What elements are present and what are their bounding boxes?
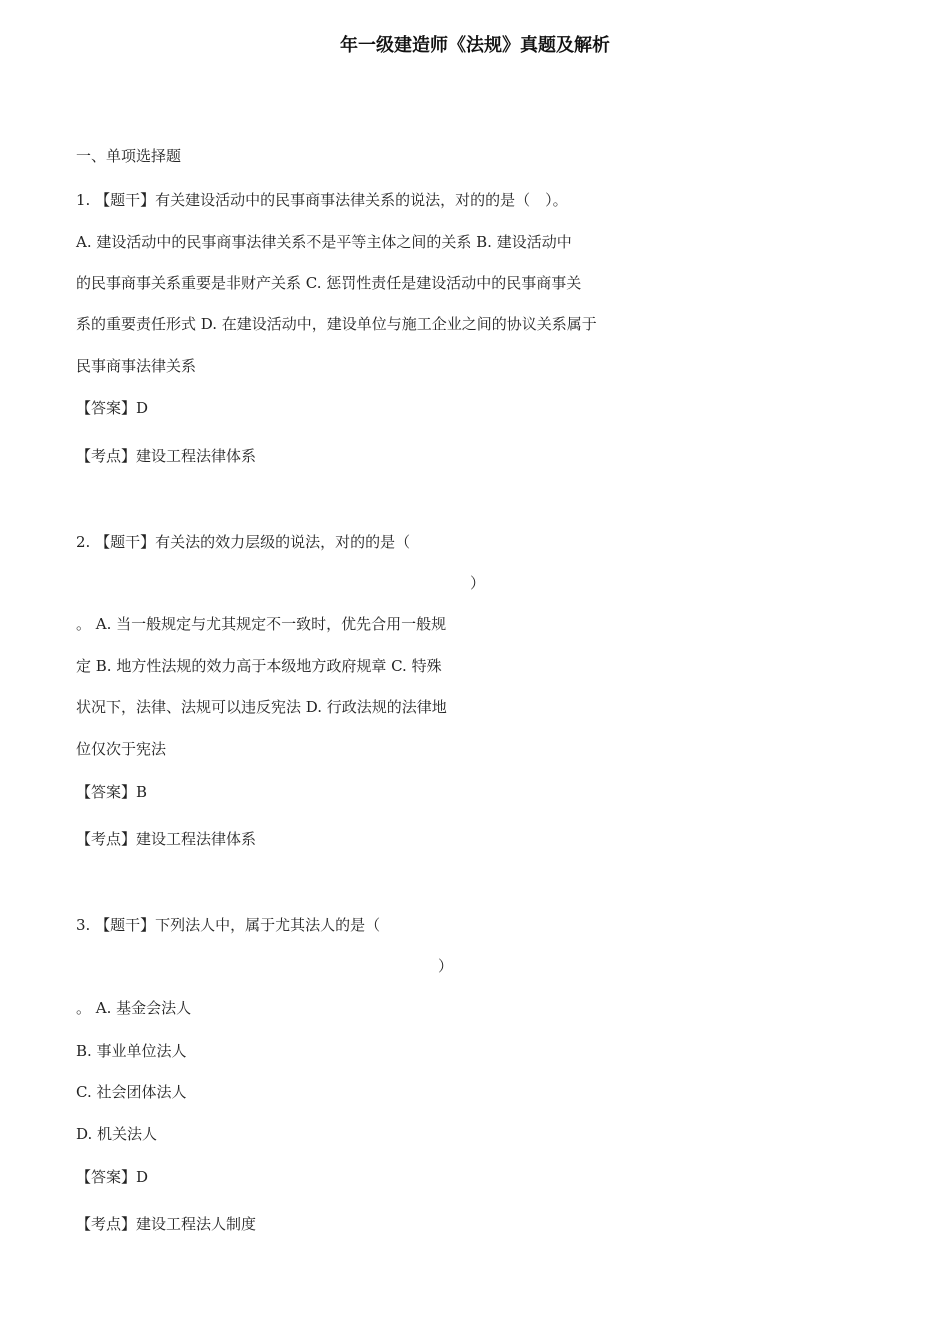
question-bracket-close: ） xyxy=(438,957,454,975)
answer-line: 【答案】D xyxy=(76,399,149,417)
question-text-line: 位仅次于宪法 xyxy=(76,740,167,758)
exam-point-line: 【考点】建设工程法律体系 xyxy=(76,830,257,848)
question-stem: 1. 【题干】有关建设活动中的民事商事法律关系的说法，对的的是（ ）。 xyxy=(76,191,568,209)
question-text-line: 。 A. 当一般规定与尤其规定不一致时，优先合用一般规 xyxy=(76,615,447,633)
question-text-line: 民事商事法律关系 xyxy=(76,357,197,375)
question-text-line: 系的重要责任形式 D. 在建设活动中，建设单位与施工企业之间的协议关系属于 xyxy=(76,315,597,333)
exam-point-line: 【考点】建设工程法律体系 xyxy=(76,447,257,465)
exam-point-line: 【考点】建设工程法人制度 xyxy=(76,1215,257,1233)
question-option-line: D. 机关法人 xyxy=(76,1125,158,1143)
answer-line: 【答案】D xyxy=(76,1168,149,1186)
section-heading: 一、单项选择题 xyxy=(76,147,182,165)
answer-line: 【答案】B xyxy=(76,783,148,801)
question-bracket-close: ） xyxy=(470,574,486,592)
question-text-line: 的民事商事关系重要是非财产关系 C. 惩罚性责任是建设活动中的民事商事关 xyxy=(76,274,582,292)
document-title: 年一级建造师《法规》真题及解析 xyxy=(340,35,610,56)
question-text-line: A. 建设活动中的民事商事法律关系不是平等主体之间的关系 B. 建设活动中 xyxy=(76,233,572,251)
question-stem: 2. 【题干】有关法的效力层级的说法，对的的是（ xyxy=(76,533,411,551)
question-stem: 3. 【题干】下列法人中，属于尤其法人的是（ xyxy=(76,916,381,934)
question-option-line: B. 事业单位法人 xyxy=(76,1042,187,1060)
question-text-line: 状况下，法律、法规可以违反宪法 D. 行政法规的法律地 xyxy=(76,698,447,716)
question-text-line: 定 B. 地方性法规的效力高于本级地方政府规章 C. 特殊 xyxy=(76,657,442,675)
question-option-line: 。 A. 基金会法人 xyxy=(76,999,192,1017)
question-option-line: C. 社会团体法人 xyxy=(76,1083,187,1101)
